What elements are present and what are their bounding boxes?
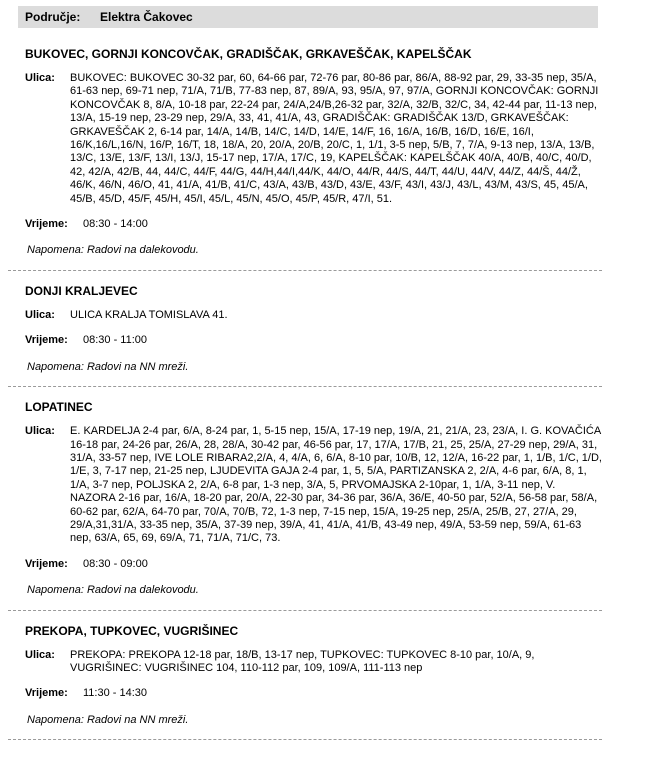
time-row: [25, 558, 630, 571]
note-line: [27, 714, 630, 727]
time-label: Vrijeme:: [25, 334, 68, 347]
note-text: Radovi na NN mreži.: [86, 360, 189, 373]
area-value: Elektra Čakovec: [100, 10, 193, 24]
section-divider: [8, 386, 602, 387]
time-value: 11:30 - 14:30: [83, 687, 148, 700]
street-list: PREKOPA: PREKOPA 12-18 par, 18/B, 13-17 nep, TUPKOVEC: TUPKOVEC 8-10 par, 10/A, 9, VUGRIŠINEC: VUGRIŠINEC 104, 110-112 par, 109, 109/A, 111-113 nep: [70, 648, 535, 674]
section-title: LOPATINEC: [25, 400, 93, 415]
note-text: Radovi na dalekovodu.: [86, 244, 199, 257]
section-divider: [8, 270, 602, 271]
outage-section: [25, 624, 630, 741]
note-text: Radovi na dalekovodu.: [86, 584, 199, 597]
outage-notice-list: [0, 47, 655, 740]
time-row: [25, 334, 630, 347]
street-list: E. KARDELJA 2-4 par, 6/A, 8-24 par, 1, 5-15 nep, 15/A, 17-19 nep, 19/A, 21, 21/A, 23, 23/A, I. G. KOVAČIĆA 16-18 par, 24-26 par, 26/A, 28, 28/A, 30-42 par, 46-56 par, 17, 17/A, 17/B, 21, 25, 25/A, 27-29 nep, 29/A, 31, 31/A, 33-57 nep, IVE LOLE RIBARA2,2/A, 4, 4/A, 6, 6/A, 8-10 par, 10/B, 12, 12/A, 16-22 par, 1, 1/B, 1/C, 1/D, 1/E, 3, 7-17 nep, 21-25 nep, LJUDEVITA GAJA 2-4 par, 1, 5, 5/A, PARTIZANSKA 2, 2/A, 4-6 par, 6/A, 8, 1, 1/A, 3-7 nep, POLJSKA 2, 2/A, 6-8 par, 1-3 nep, 3/A, 5, PRVOMAJSKA 2-10par, 1, 1/A, 3-11 nep, V. NAZORA 2-16 par, 16/A, 18-20 par, 20/A, 22-30 par, 34-36 par, 36/A, 36/E, 40-50 par, 52/A, 56-58 par, 58/A, 60-62 par, 62/A, 64-70 par, 70/A, 70/B, 72, 1-3 nep, 7-15 nep, 15/A, 19-25 nep, 25/A, 25/B, 27, 27/A, 29, 29/A,31,31/A, 33-35 nep, 35/A, 37-39 nep, 39/A, 41, 41/A, 41/B, 43-49 nep, 49/A, 53-59 nep, 59/A, 61-63 nep, 63/A, 65, 69, 69/A, 71, 71/A, 71/C, 73.: [70, 425, 602, 545]
section-divider: [8, 739, 602, 740]
note-prefix: Napomena:: [27, 713, 87, 726]
street-label: Ulica:: [25, 648, 55, 661]
street-row: [25, 72, 630, 206]
time-row: [25, 687, 630, 700]
section-title: DONJI KRALJEVEC: [25, 283, 138, 298]
outage-section: [25, 400, 630, 610]
street-label: Ulica:: [25, 308, 55, 321]
street-label: Ulica:: [25, 72, 55, 84]
note-line: [27, 244, 630, 257]
section-title: PREKOPA, TUPKOVEC, VUGRIŠINEC: [25, 623, 239, 638]
section-title: BUKOVEC, GORNJI KONCOVČAK, GRADIŠČAK, GRKAVEŠČAK, KAPELŠČAK: [25, 47, 472, 61]
street-row: [25, 309, 630, 322]
time-label: Vrijeme:: [25, 557, 68, 570]
area-label: Područje:: [25, 10, 81, 24]
note-prefix: Napomena:: [27, 244, 87, 257]
time-label: Vrijeme:: [25, 687, 68, 700]
area-header-bar: [18, 6, 598, 28]
street-list: ULICA KRALJA TOMISLAVA 41.: [70, 308, 228, 321]
section-divider: [8, 610, 602, 611]
outage-section: [25, 47, 630, 271]
note-prefix: Napomena:: [27, 584, 87, 597]
note-line: [27, 361, 630, 374]
time-value: 08:30 - 14:00: [83, 218, 148, 231]
time-row: [25, 218, 630, 231]
street-list: BUKOVEC: BUKOVEC 30-32 par, 60, 64-66 par, 72-76 par, 80-86 par, 86/A, 88-92 par, 29, 33-35 nep, 35/A, 61-63 nep, 69-71 nep, 71/A, 71/B, 77-83 nep, 87, 89/A, 93, 95/A, 97, 97/A, GORNJI KONCOVČAK: GORNJI KONCOVČAK 8, 8/A, 10-18 par, 22-24 par, 24/A,24/B,26-32 par, 32/A, 32/B, 32/C, 34, 42-44 par, 11-13 nep, 13/A, 15-19 nep, 23-29 nep, 29/A, 33, 41, 41/A, 43, GRADIŠČAK: GRADIŠČAK 13/D, GRKAVEŠČAK: GRKAVEŠČAK 2, 6-14 par, 14/A, 14/B, 14/C, 14/D, 14/E, 14/F, 16, 16/A, 16/B, 16/D, 16/E, 16/I, 16/K,16/L,16/N, 16/P, 16/T, 18, 18/A, 20, 20/A, 20/B, 20/C, 1, 1/1, 3-5 nep, 5/B, 7, 7/A, 9-13 nep, 13/A, 13/B, 13/C, 13/E, 13/F, 13/I, 13/J, 15-17 nep, 17/A, 17/C, 19, KAPELŠČAK: KAPELŠČAK 40/A, 40/B, 40/C, 40/D, 42, 42/A, 42/B, 44, 44/C, 44/F, 44/G, 44/H,44/I,44/K, 44/O, 44/R, 44/S, 44/T, 44/U, 44/V, 44/Z, 44/Š, 44/Ž, 46/K, 46/N, 46/O, 41, 41/A, 41/B, 41/C, 43/A, 43/B, 43/D, 43/E, 43/F, 43/I, 43/J, 43/L, 43/M, 43/S, 45, 45/A, 45/B, 45/D, 45/F, 45/H, 45/I, 45/L, 45/N, 45/O, 45/P, 45/R, 47/I, 51.: [70, 72, 599, 205]
time-value: 08:30 - 11:00: [83, 334, 148, 347]
note-text: Radovi na NN mreži.: [86, 713, 189, 726]
outage-section: [25, 284, 630, 387]
note-line: [27, 584, 630, 597]
street-label: Ulica:: [25, 425, 55, 438]
time-label: Vrijeme:: [25, 218, 68, 231]
street-row: [25, 649, 630, 676]
time-value: 08:30 - 09:00: [83, 557, 148, 570]
street-row: [25, 425, 630, 546]
note-prefix: Napomena:: [27, 360, 87, 373]
